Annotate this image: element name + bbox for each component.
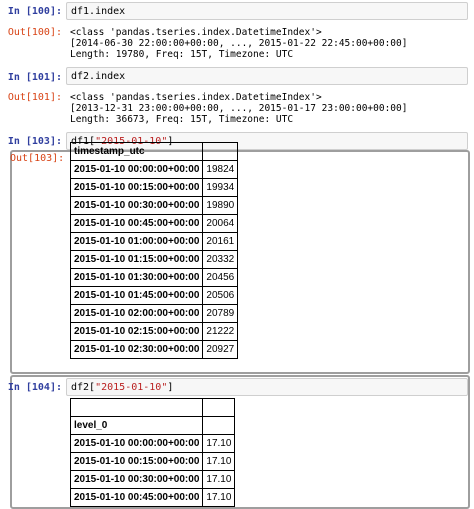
row-index: 2015-01-10 00:00:00+00:00 xyxy=(71,435,203,453)
code-cell-101[interactable] xyxy=(66,67,468,85)
row-value: 20927 xyxy=(203,341,238,359)
table-row xyxy=(71,233,238,251)
index-name: level_0 xyxy=(71,417,203,435)
code-cell-100[interactable] xyxy=(66,2,468,20)
code-string: "2015-01-10" xyxy=(95,382,168,393)
row-index: 2015-01-10 00:00:00+00:00 xyxy=(71,161,203,179)
table-row xyxy=(71,323,238,341)
input-prompt-101: In [101]: xyxy=(7,72,62,83)
output-line: Length: 19780, Freq: 15T, Timezone: UTC xyxy=(70,49,294,60)
row-value: 21222 xyxy=(203,323,238,341)
header-cell xyxy=(203,417,235,435)
output-prompt-101: Out[101]: xyxy=(7,92,62,103)
output-line: <class 'pandas.tseries.index.DatetimeIndex'> xyxy=(70,92,322,103)
code-text: df2.index xyxy=(71,71,126,82)
table-row xyxy=(71,179,238,197)
row-value: 17.10 xyxy=(203,471,235,489)
header-cell xyxy=(203,143,238,161)
input-prompt-100: In [100]: xyxy=(7,6,62,17)
code-text: df1.index xyxy=(71,6,126,17)
row-index: 2015-01-10 01:00:00+00:00 xyxy=(71,233,203,251)
input-prompt-103: In [103]: xyxy=(7,136,62,147)
code-prefix: df2[ xyxy=(71,382,96,393)
header-cell xyxy=(203,399,235,417)
output-line: [2014-06-30 22:00:00+00:00, ..., 2015-01-22 22:45:00+00:00] xyxy=(70,38,408,49)
row-index: 2015-01-10 00:15:00+00:00 xyxy=(71,453,203,471)
output-line: <class 'pandas.tseries.index.DatetimeIndex'> xyxy=(70,27,322,38)
code-string: "2015-01-10" xyxy=(95,136,168,147)
empty-header xyxy=(71,399,203,417)
output-prompt-103: Out[103]: xyxy=(10,153,65,164)
row-value: 20456 xyxy=(203,269,238,287)
table-row xyxy=(71,471,235,489)
row-index: 2015-01-10 00:45:00+00:00 xyxy=(71,215,203,233)
code-cell-104[interactable] xyxy=(66,378,468,396)
row-index: 2015-01-10 00:45:00+00:00 xyxy=(71,489,203,507)
input-prompt-104: In [104]: xyxy=(7,382,62,393)
table-row xyxy=(71,435,235,453)
row-index: 2015-01-10 01:45:00+00:00 xyxy=(71,287,203,305)
row-index: 2015-01-10 01:30:00+00:00 xyxy=(71,269,203,287)
row-value: 20506 xyxy=(203,287,238,305)
dataframe-output-104[interactable] xyxy=(66,398,232,503)
dataframe-output-103[interactable] xyxy=(66,146,235,368)
table-row xyxy=(71,489,235,507)
table-header-row xyxy=(71,143,238,161)
table-header-row xyxy=(71,399,235,417)
table-row xyxy=(71,197,238,215)
dataframe-table xyxy=(70,142,238,359)
table-row xyxy=(71,305,238,323)
row-value: 20161 xyxy=(203,233,238,251)
dataframe-table xyxy=(70,398,235,507)
table-row xyxy=(71,453,235,471)
code-suffix: ] xyxy=(167,136,174,147)
row-value: 20064 xyxy=(203,215,238,233)
row-value: 19824 xyxy=(203,161,238,179)
row-index: 2015-01-10 00:30:00+00:00 xyxy=(71,471,203,489)
row-index: 2015-01-10 02:00:00+00:00 xyxy=(71,305,203,323)
row-index: 2015-01-10 02:30:00+00:00 xyxy=(71,341,203,359)
table-row xyxy=(71,287,238,305)
output-101 xyxy=(70,92,407,125)
output-prompt-100: Out[100]: xyxy=(7,27,62,38)
row-value: 19934 xyxy=(203,179,238,197)
row-index: 2015-01-10 02:15:00+00:00 xyxy=(71,323,203,341)
row-value: 17.10 xyxy=(203,453,235,471)
table-row xyxy=(71,269,238,287)
code-suffix: ] xyxy=(167,382,174,393)
row-value: 17.10 xyxy=(203,489,235,507)
row-index: 2015-01-10 01:15:00+00:00 xyxy=(71,251,203,269)
column-header: timestamp_utc xyxy=(71,143,203,161)
row-value: 17.10 xyxy=(203,435,235,453)
output-line: Length: 36673, Freq: 15T, Timezone: UTC xyxy=(70,114,294,125)
table-row xyxy=(71,341,238,359)
table-row xyxy=(71,251,238,269)
row-index: 2015-01-10 00:15:00+00:00 xyxy=(71,179,203,197)
row-value: 20332 xyxy=(203,251,238,269)
index-name-row xyxy=(71,417,235,435)
output-100 xyxy=(70,27,407,60)
row-value: 19890 xyxy=(203,197,238,215)
row-value: 20789 xyxy=(203,305,238,323)
table-row xyxy=(71,215,238,233)
row-index: 2015-01-10 00:30:00+00:00 xyxy=(71,197,203,215)
table-row xyxy=(71,161,238,179)
output-line: [2013-12-31 23:00:00+00:00, ..., 2015-01-17 23:00:00+00:00] xyxy=(70,103,408,114)
code-prefix: df1[ xyxy=(71,136,96,147)
